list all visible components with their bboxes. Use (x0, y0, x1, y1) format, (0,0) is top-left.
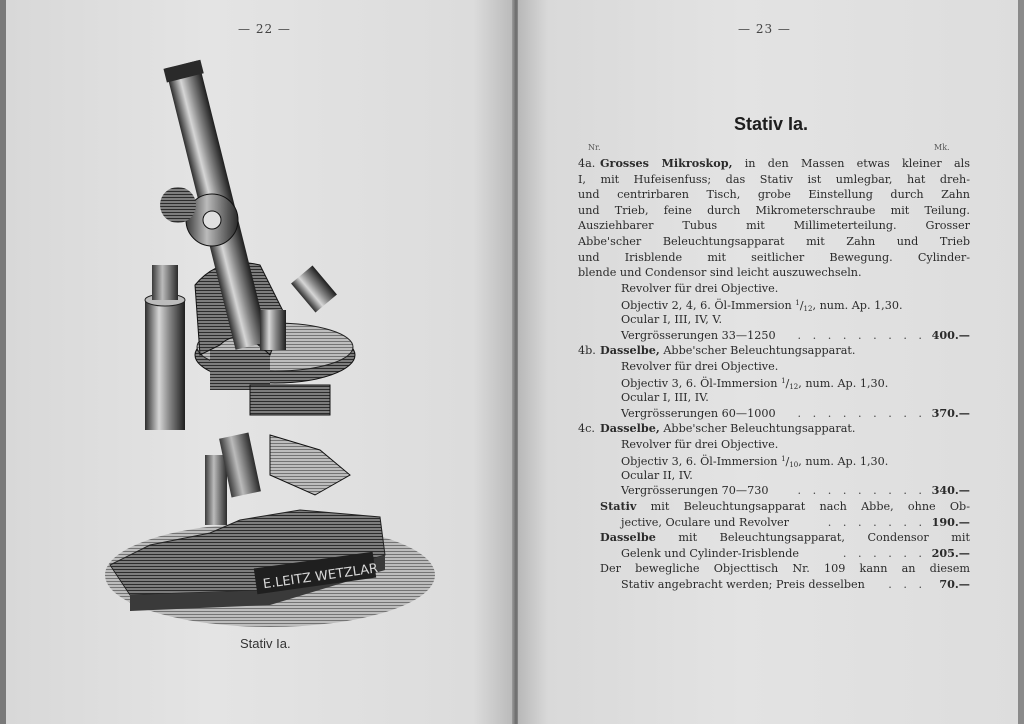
column-label-nr: Nr. (588, 143, 601, 152)
maker-plate-text: E.LEITZ WETZLAR (262, 561, 380, 593)
coarse-focus-knob-back (160, 187, 196, 223)
entry-4b-revolver: Revolver für drei Objective. (621, 359, 779, 373)
dot-leader: . . . . . . . . . (797, 328, 926, 342)
column-label-mk: Mk. (934, 143, 950, 152)
dot-leader: . . . . . . . (827, 515, 926, 529)
extra-dasselbe-line2: Gelenk und Cylinder-Irisblende . . . . . . 205.— (621, 545, 970, 560)
entry-4a-objectiv: Objectiv 2, 4, 6. Öl-Immersion $^1/_{12}$, num. Ap. 1,30. (621, 299, 903, 314)
price-4b: 370.— (931, 405, 970, 420)
price-dasselbe: 205.— (931, 545, 970, 560)
dot-leader: . . . . . . . . . (797, 406, 926, 420)
entry-4b-line: 4b. Dasselbe, Abbe'scher Beleuchtungsapparat. (578, 343, 856, 358)
entry-4a-line: und Trieb, feine durch Mikrometerschraube mit Teilung. (578, 203, 970, 217)
objective-side (291, 265, 337, 312)
dot-leader: . . . . . . (842, 546, 926, 560)
entry-4a-line: I, mit Hufeisenfuss; das Stativ ist umlegbar, hat dreh- (578, 172, 970, 186)
mirror-fork (270, 435, 350, 495)
entry-4a-line: und centrirbaren Tisch, grobe Einstellung durch Zahn (578, 188, 970, 202)
condenser (250, 385, 330, 415)
pillar (205, 455, 227, 525)
page-number-right: — 23 — (738, 22, 791, 36)
revolver (260, 310, 286, 350)
knob-center (203, 211, 221, 229)
entry-4a-line: und Irisblende mit seitlicher Bewegung. Cylinder- (578, 250, 970, 264)
entry-4b-objectiv: Objectiv 3, 6. Öl-Immersion $^1/_{12}$, num. Ap. 1,30. (621, 377, 889, 392)
page-title: Stativ Ia. (734, 114, 809, 134)
entry-4a-ocular: Ocular I, III, IV, V. (621, 312, 723, 326)
entry-4c-ocular: Ocular II, IV. (621, 468, 693, 482)
page-number-left: — 22 — (238, 22, 291, 36)
fine-focus-column (145, 300, 185, 430)
entry-4b-ocular: Ocular I, III, IV. (621, 390, 709, 404)
dot-leader: . . . . . . . . . (797, 484, 926, 498)
right-edge (1018, 0, 1024, 724)
entry-4c-magnification: Vergrösserungen 70—730 . . . . . . . . . 340.— (621, 483, 970, 498)
extra-stativ-line2: jective, Oculare und Revolver . . . . . . . 190.— (621, 514, 970, 529)
catalog-entries (578, 156, 970, 593)
entry-4c-objectiv: Objectiv 3, 6. Öl-Immersion $^1/_{10}$, num. Ap. 1,30. (621, 455, 889, 470)
price-stativ: 190.— (931, 514, 970, 529)
extra-dasselbe-line1: Dasselbe mit Beleuchtungsapparat, Condensor mit (600, 530, 970, 545)
price-objecttisch: 70.— (939, 577, 970, 592)
microscope-illustration (100, 55, 440, 635)
price-4a: 400.— (931, 327, 970, 342)
entry-4c-revolver: Revolver für drei Objective. (621, 437, 779, 451)
entry-4a-line: 4a. Grosses Mikroskop, in den Massen etwas kleiner als (578, 156, 970, 170)
illustration-caption: Stativ Ia. (240, 636, 291, 651)
entry-4a-magnification: Vergrösserungen 33—1250 . . . . . . . . . 400.— (621, 327, 970, 342)
entry-4a-line: Abbe'scher Beleuchtungsapparat mit Zahn und Trieb (578, 234, 970, 248)
entry-4b-magnification: Vergrösserungen 60—1000 . . . . . . . . . 370.— (621, 405, 970, 420)
dot-leader: . . . (888, 578, 926, 592)
price-4c: 340.— (931, 483, 970, 498)
stage-block (210, 350, 270, 390)
entry-4a-revolver: Revolver für drei Objective. (621, 281, 779, 295)
micrometer-screw (152, 265, 178, 300)
extra-objecttisch-line1: Der bewegliche Objecttisch Nr. 109 kann an diesem (600, 562, 970, 576)
entry-4a-line: Ausziehbarer Tubus mit Millimeterteilung. Grosser (578, 219, 970, 233)
entry-4c-line: 4c. Dasselbe, Abbe'scher Beleuchtungsapparat. (578, 421, 856, 436)
extra-stativ-line1: Stativ mit Beleuchtungsapparat nach Abbe, ohne Ob- (600, 499, 970, 514)
entry-4a-line: blende und Condensor sind leicht auszuwechseln. (578, 266, 862, 280)
extra-objecttisch-line2: Stativ angebracht werden; Preis desselben . . . 70.— (621, 577, 970, 592)
